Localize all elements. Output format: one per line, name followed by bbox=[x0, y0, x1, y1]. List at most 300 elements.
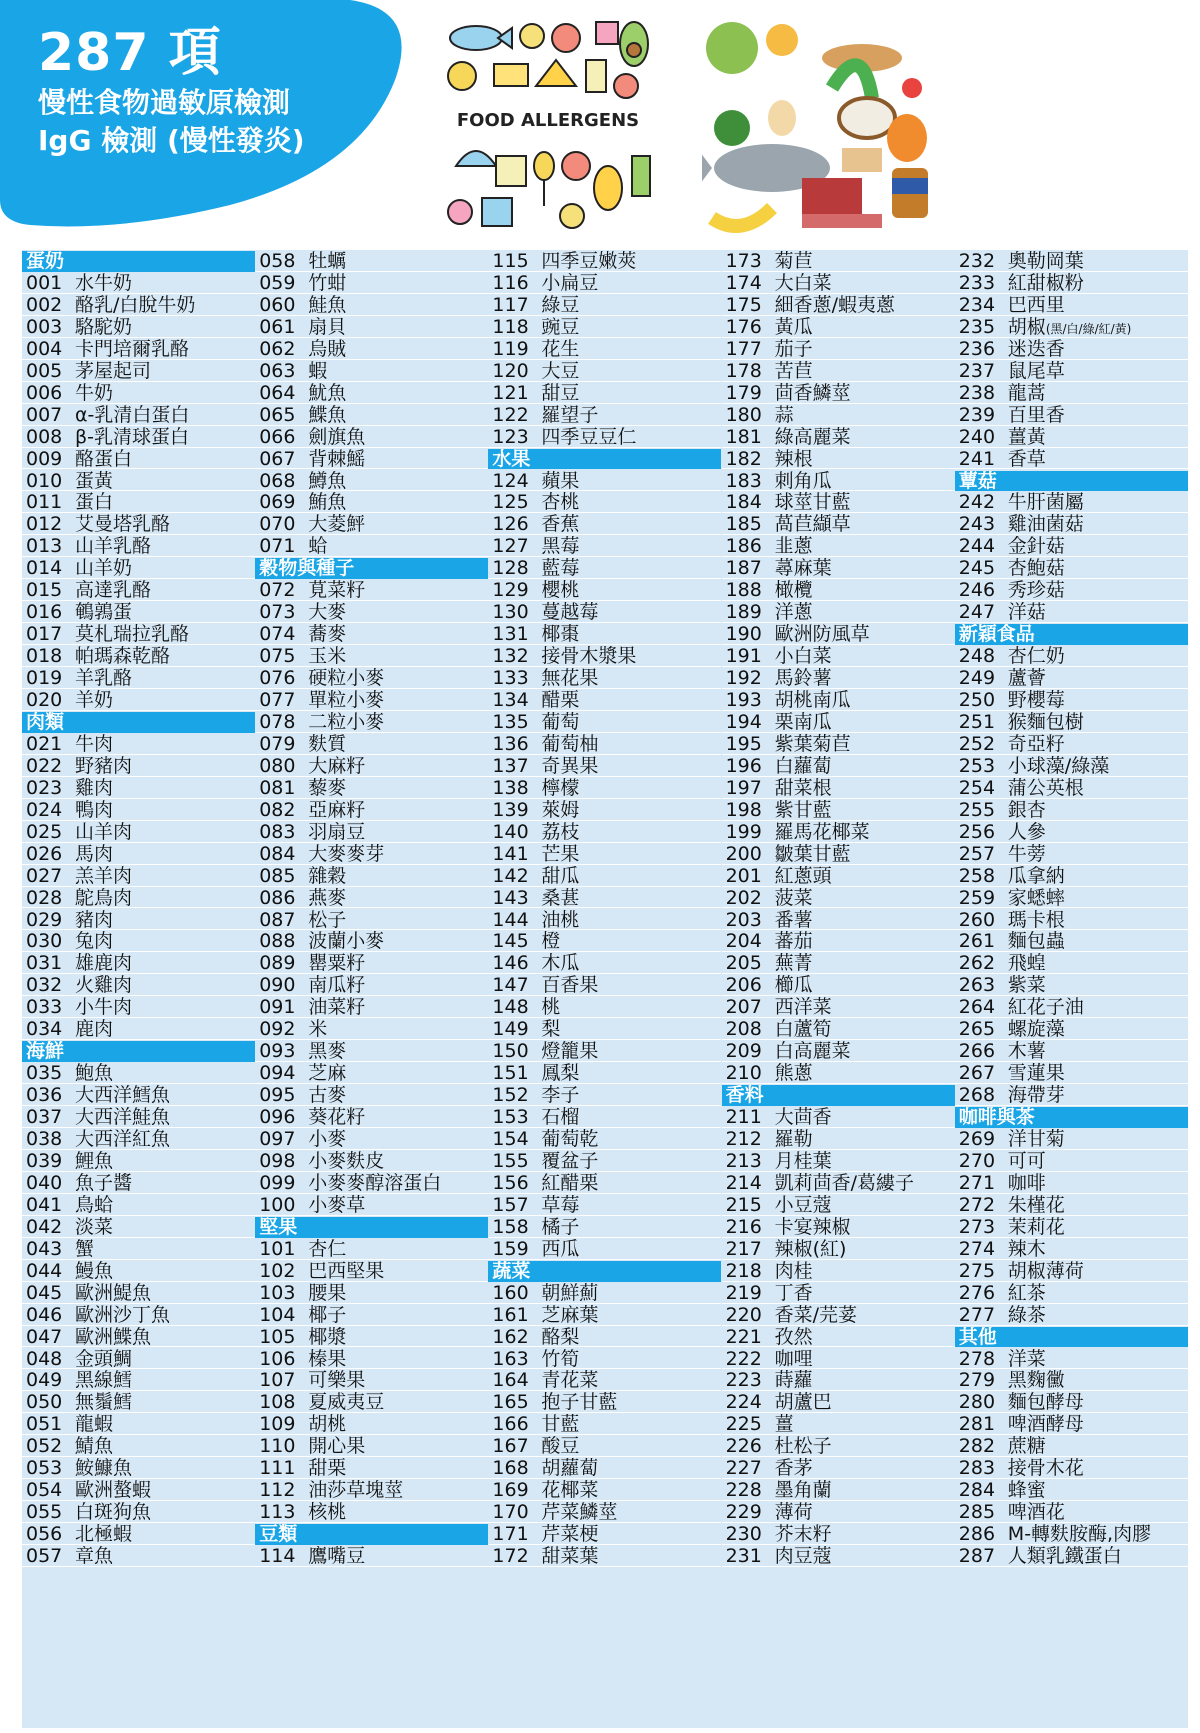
allergen-name-text: 啤酒酵母 bbox=[1007, 1414, 1084, 1436]
allergen-number: 006 bbox=[26, 382, 63, 404]
allergen-row bbox=[955, 668, 1188, 689]
allergen-row bbox=[255, 514, 488, 535]
allergen-number: 132 bbox=[492, 646, 529, 668]
allergen-row bbox=[22, 273, 255, 294]
allergen-name bbox=[308, 1173, 441, 1194]
allergen-name bbox=[775, 646, 832, 667]
allergen-number: 191 bbox=[725, 646, 762, 668]
allergen-number: 010 bbox=[26, 470, 63, 492]
allergen-row bbox=[255, 1239, 488, 1260]
allergen-number: 180 bbox=[725, 404, 762, 426]
allergen-name-text: 黑麴黴 bbox=[1007, 1370, 1065, 1392]
allergen-row bbox=[488, 383, 721, 404]
allergen-number: 249 bbox=[958, 668, 996, 689]
allergen-row bbox=[488, 602, 721, 623]
allergen-name bbox=[775, 975, 813, 996]
allergen-number: 019 bbox=[26, 668, 63, 689]
allergen-name bbox=[541, 1173, 598, 1194]
allergen-row bbox=[488, 910, 721, 931]
allergen-name-text: 杏鮑菇 bbox=[1007, 558, 1065, 580]
category-label: 豆類 bbox=[259, 1524, 298, 1546]
allergen-name bbox=[75, 1524, 132, 1545]
allergen-name-text: 二粒小麥 bbox=[308, 711, 385, 733]
allergen-name bbox=[775, 690, 851, 711]
allergen-name bbox=[308, 1502, 346, 1523]
allergen-number: 280 bbox=[958, 1392, 996, 1414]
allergen-row bbox=[488, 1195, 721, 1216]
allergen-row bbox=[488, 471, 721, 492]
allergen-number: 208 bbox=[725, 1019, 762, 1041]
allergen-name-text: 大茴香 bbox=[774, 1107, 832, 1128]
allergen-number: 199 bbox=[725, 821, 762, 843]
allergen-name bbox=[75, 449, 132, 470]
allergen-row bbox=[955, 997, 1188, 1018]
allergen-name-text: 橘子 bbox=[541, 1216, 580, 1238]
allergen-number: 008 bbox=[26, 426, 63, 448]
allergen-name bbox=[75, 405, 189, 426]
allergen-name bbox=[75, 1480, 151, 1501]
allergen-name bbox=[1008, 449, 1046, 470]
allergen-name bbox=[775, 1283, 813, 1304]
allergen-row bbox=[955, 1019, 1188, 1040]
allergen-name-text: 丁香 bbox=[774, 1282, 813, 1304]
allergen-name bbox=[75, 800, 113, 821]
allergen-name-text: 香茅 bbox=[774, 1458, 813, 1480]
allergen-name bbox=[75, 975, 132, 996]
allergen-row bbox=[22, 449, 255, 470]
allergen-name-text: 歐洲螯蝦 bbox=[75, 1480, 152, 1502]
allergen-row bbox=[488, 558, 721, 579]
allergen-name bbox=[308, 1283, 346, 1304]
allergen-name-text: M-轉麩胺酶,肉膠 bbox=[1007, 1524, 1152, 1546]
allergen-name-text: 四季豆豆仁 bbox=[541, 426, 637, 448]
allergen-name bbox=[308, 822, 365, 843]
allergen-row bbox=[488, 734, 721, 755]
allergen-number: 143 bbox=[492, 887, 529, 909]
allergen-name-text: 麵包酵母 bbox=[1007, 1392, 1084, 1414]
allergen-name bbox=[1008, 975, 1046, 996]
allergen-row bbox=[255, 1305, 488, 1326]
allergen-name bbox=[308, 492, 346, 513]
allergen-row bbox=[722, 822, 955, 843]
allergen-number: 157 bbox=[492, 1194, 529, 1216]
allergen-name-text: 蝦 bbox=[308, 360, 328, 382]
allergen-name bbox=[1008, 1239, 1046, 1260]
allergen-name-text: 小麥麩皮 bbox=[308, 1150, 385, 1172]
allergen-name-text: 大麥麥芽 bbox=[308, 843, 385, 865]
allergen-name-text: 龍蝦 bbox=[75, 1414, 114, 1436]
allergen-name-text: 蒲公英根 bbox=[1007, 777, 1084, 799]
allergen-row bbox=[955, 778, 1188, 799]
allergen-number: 055 bbox=[26, 1502, 63, 1524]
allergen-name-text: 小白菜 bbox=[774, 646, 832, 668]
allergen-number: 116 bbox=[492, 272, 529, 294]
allergen-name bbox=[308, 1129, 346, 1150]
allergen-row bbox=[488, 1392, 721, 1413]
allergen-name-text: 皺葉甘藍 bbox=[774, 843, 851, 865]
allergen-number: 275 bbox=[958, 1260, 996, 1282]
category-label: 香料 bbox=[725, 1085, 764, 1107]
allergen-name bbox=[541, 1195, 579, 1216]
allergen-name bbox=[775, 492, 851, 513]
allergen-name-text: 熊蔥 bbox=[774, 1063, 813, 1085]
allergen-number: 195 bbox=[725, 733, 762, 755]
allergen-row bbox=[955, 866, 1188, 887]
allergen-number: 277 bbox=[958, 1304, 996, 1326]
allergen-number: 096 bbox=[259, 1107, 296, 1128]
allergen-number: 163 bbox=[492, 1348, 529, 1370]
allergen-name-text: 雞油菌菇 bbox=[1007, 514, 1084, 536]
allergen-name bbox=[308, 734, 346, 755]
allergen-name-text: 胡椒 bbox=[1007, 316, 1046, 338]
allergen-row bbox=[22, 1327, 255, 1348]
allergen-name bbox=[775, 888, 813, 909]
food-pile-illustration bbox=[702, 18, 942, 236]
allergen-number: 144 bbox=[492, 909, 529, 931]
allergen-number: 215 bbox=[725, 1194, 762, 1216]
allergen-row bbox=[488, 251, 721, 272]
allergen-name-text: 金頭鯛 bbox=[75, 1348, 133, 1370]
allergen-row bbox=[255, 405, 488, 426]
allergen-name-text: 四季豆嫩莢 bbox=[541, 251, 637, 272]
allergen-name-text: 黑線鱈 bbox=[75, 1370, 133, 1392]
allergen-number: 179 bbox=[725, 382, 762, 404]
allergen-name-text: 芝麻葉 bbox=[541, 1304, 599, 1326]
allergen-row bbox=[488, 1063, 721, 1084]
allergen-number: 124 bbox=[492, 470, 529, 492]
allergen-row bbox=[255, 471, 488, 492]
allergen-name bbox=[1008, 734, 1065, 755]
allergen-number: 068 bbox=[259, 470, 296, 492]
allergen-name-text: 藜麥 bbox=[308, 777, 347, 799]
allergen-row bbox=[488, 339, 721, 360]
category-header bbox=[255, 1217, 488, 1238]
allergen-name bbox=[75, 910, 113, 931]
allergen-number: 112 bbox=[259, 1480, 296, 1502]
allergen-name-text: 雜穀 bbox=[308, 865, 347, 887]
allergen-row bbox=[488, 317, 721, 338]
allergen-name-text: 奇異果 bbox=[541, 755, 599, 777]
allergen-row bbox=[955, 1129, 1188, 1150]
allergen-number: 162 bbox=[492, 1326, 529, 1348]
allergen-row bbox=[488, 1041, 721, 1062]
allergen-row bbox=[955, 449, 1188, 470]
allergen-row bbox=[255, 295, 488, 316]
allergen-name-text: 野櫻莓 bbox=[1007, 690, 1065, 711]
allergen-name-text: 牛蒡 bbox=[1007, 843, 1046, 865]
allergen-row bbox=[722, 1480, 955, 1501]
allergen-row bbox=[22, 1173, 255, 1194]
allergen-name-text: 鱒魚 bbox=[308, 470, 347, 492]
allergen-row bbox=[488, 1107, 721, 1128]
allergen-number: 190 bbox=[725, 624, 762, 646]
allergen-row bbox=[22, 492, 255, 513]
allergen-row bbox=[488, 624, 721, 645]
allergen-name-text: 海帶芽 bbox=[1007, 1085, 1065, 1107]
allergen-name bbox=[75, 1085, 170, 1106]
allergen-name-text: 蒜 bbox=[774, 404, 794, 426]
allergen-number: 105 bbox=[259, 1326, 296, 1348]
allergen-name-text: 萵苣纈草 bbox=[774, 514, 851, 536]
allergen-number: 182 bbox=[725, 448, 762, 470]
allergen-row bbox=[722, 1524, 955, 1545]
allergen-number: 011 bbox=[26, 492, 63, 514]
allergen-name-text: 歐洲鰈魚 bbox=[75, 1326, 152, 1348]
allergen-name-text: 馬肉 bbox=[75, 843, 114, 865]
allergen-name bbox=[75, 1458, 132, 1479]
allergen-name bbox=[775, 778, 832, 799]
category-label: 肉類 bbox=[26, 711, 65, 733]
allergen-name-text: 鮟鱇魚 bbox=[75, 1458, 133, 1480]
allergen-number: 093 bbox=[259, 1041, 296, 1063]
allergen-number: 025 bbox=[26, 821, 63, 843]
allergen-row bbox=[255, 1458, 488, 1479]
allergen-number: 024 bbox=[26, 799, 63, 821]
allergen-name bbox=[775, 844, 851, 865]
allergen-number: 107 bbox=[259, 1370, 296, 1392]
allergen-name-text: 栗南瓜 bbox=[774, 711, 832, 733]
allergen-number: 270 bbox=[958, 1150, 996, 1172]
allergen-row bbox=[955, 1502, 1188, 1523]
allergen-name-text: 人參 bbox=[1007, 821, 1046, 843]
allergen-number: 097 bbox=[259, 1129, 296, 1150]
allergen-name-text: 巴西里 bbox=[1007, 294, 1065, 316]
allergen-row bbox=[488, 800, 721, 821]
allergen-name-text: 蕎麥 bbox=[308, 624, 347, 646]
allergen-name-text: 孜然 bbox=[774, 1326, 813, 1348]
allergen-number: 204 bbox=[725, 931, 762, 953]
allergen-number: 218 bbox=[725, 1260, 762, 1282]
allergen-name bbox=[308, 1414, 346, 1435]
allergen-name bbox=[1008, 1283, 1046, 1304]
allergen-name bbox=[308, 580, 365, 601]
allergen-row bbox=[255, 1173, 488, 1194]
allergen-number: 066 bbox=[259, 426, 296, 448]
allergen-row bbox=[488, 1239, 721, 1260]
allergen-name-text: 鮪魚 bbox=[308, 492, 347, 514]
allergen-number: 080 bbox=[259, 755, 296, 777]
allergen-row bbox=[22, 514, 255, 535]
allergen-row bbox=[722, 800, 955, 821]
allergen-number: 260 bbox=[958, 909, 996, 931]
allergen-name bbox=[308, 295, 346, 316]
allergen-name-text: 小豆蔻 bbox=[774, 1194, 832, 1216]
allergen-row bbox=[955, 1063, 1188, 1084]
allergen-row bbox=[255, 361, 488, 382]
allergen-name bbox=[775, 800, 832, 821]
allergen-name-text: 蛤 bbox=[308, 536, 328, 558]
allergen-number: 126 bbox=[492, 514, 529, 536]
allergen-name-text: 辣根 bbox=[774, 448, 813, 470]
allergen-name-text: 罌粟籽 bbox=[308, 953, 366, 975]
allergen-name-text: 接骨木花 bbox=[1007, 1458, 1084, 1480]
allergen-name bbox=[1008, 1546, 1122, 1567]
allergen-name bbox=[541, 1019, 560, 1040]
allergen-number: 079 bbox=[259, 733, 296, 755]
allergen-number: 210 bbox=[725, 1063, 762, 1085]
allergen-row bbox=[255, 602, 488, 623]
allergen-name bbox=[75, 1151, 113, 1172]
allergen-number: 192 bbox=[725, 668, 762, 689]
allergen-row bbox=[722, 1349, 955, 1370]
allergen-name-text: 豌豆 bbox=[541, 316, 580, 338]
allergen-name bbox=[541, 1305, 598, 1326]
allergen-name-text: 羅馬花椰菜 bbox=[774, 821, 870, 843]
allergen-name bbox=[1008, 1392, 1084, 1413]
allergen-row bbox=[722, 1151, 955, 1172]
allergen-name-text: 蟹 bbox=[75, 1238, 95, 1260]
allergen-name-text: 酪梨 bbox=[541, 1326, 580, 1348]
allergen-number: 271 bbox=[958, 1172, 996, 1194]
allergen-name-text: 牛肝菌屬 bbox=[1007, 492, 1084, 514]
allergen-row bbox=[255, 1349, 488, 1370]
allergen-number: 082 bbox=[259, 799, 296, 821]
allergen-row bbox=[22, 427, 255, 448]
allergen-name bbox=[1008, 931, 1065, 952]
allergen-name-text: 咖啡 bbox=[1007, 1172, 1046, 1194]
allergen-name bbox=[541, 690, 579, 711]
allergen-name-text: 芹菜鱗莖 bbox=[541, 1502, 618, 1524]
allergen-name-text: 黑麥 bbox=[308, 1041, 347, 1063]
allergen-row bbox=[955, 1392, 1188, 1413]
allergen-number: 081 bbox=[259, 777, 296, 799]
allergen-name-text: 墨角蘭 bbox=[774, 1480, 832, 1502]
allergen-row bbox=[955, 536, 1188, 557]
allergen-number: 117 bbox=[492, 294, 529, 316]
allergen-name-text: 鯖魚 bbox=[75, 1436, 114, 1458]
allergen-number: 159 bbox=[492, 1238, 529, 1260]
allergen-name bbox=[775, 866, 832, 887]
allergen-name bbox=[541, 405, 598, 426]
allergen-number: 067 bbox=[259, 448, 296, 470]
allergen-name-text: 蕪菁 bbox=[774, 953, 813, 975]
allergen-name-text: 芥末籽 bbox=[774, 1524, 832, 1546]
allergen-name bbox=[775, 1349, 813, 1370]
page-subtitle: 慢性食物過敏原檢測 bbox=[38, 86, 291, 119]
allergen-name bbox=[75, 844, 113, 865]
category-header bbox=[22, 1041, 255, 1062]
allergen-name bbox=[1008, 558, 1065, 579]
allergen-name bbox=[541, 734, 598, 755]
allergen-name bbox=[775, 580, 813, 601]
allergen-name bbox=[541, 953, 579, 974]
allergen-number: 198 bbox=[725, 799, 762, 821]
allergen-row bbox=[255, 822, 488, 843]
allergen-number: 225 bbox=[725, 1414, 762, 1436]
allergen-name-text: 鵪鶉蛋 bbox=[75, 602, 133, 624]
allergen-row bbox=[255, 1063, 488, 1084]
allergen-name-text: 羔羊肉 bbox=[75, 865, 133, 887]
allergen-number: 149 bbox=[492, 1019, 529, 1041]
allergen-number: 052 bbox=[26, 1436, 63, 1458]
allergen-number: 058 bbox=[259, 251, 296, 272]
allergen-number: 060 bbox=[259, 294, 296, 316]
allergen-row bbox=[22, 536, 255, 557]
allergen-name-text: 小牛肉 bbox=[75, 997, 133, 1019]
allergen-name-text: 胡桃南瓜 bbox=[774, 690, 851, 711]
allergen-name bbox=[75, 756, 132, 777]
allergen-number: 091 bbox=[259, 997, 296, 1019]
allergen-number: 021 bbox=[26, 733, 63, 755]
allergen-name bbox=[541, 1349, 579, 1370]
allergen-name-text: 抱子甘藍 bbox=[541, 1392, 618, 1414]
allergen-number: 139 bbox=[492, 799, 529, 821]
allergen-name-text: 劍旗魚 bbox=[308, 426, 366, 448]
allergen-row bbox=[722, 1063, 955, 1084]
allergen-name bbox=[1008, 1019, 1065, 1040]
allergen-row bbox=[488, 866, 721, 887]
allergen-name-text: 大西洋紅魚 bbox=[75, 1129, 171, 1150]
allergen-number: 257 bbox=[958, 843, 996, 865]
allergen-name bbox=[1008, 1151, 1046, 1172]
allergen-row bbox=[22, 910, 255, 931]
allergen-name-text: 大豆 bbox=[541, 360, 580, 382]
allergen-name bbox=[75, 734, 113, 755]
allergen-name bbox=[75, 1261, 113, 1282]
allergen-name bbox=[1008, 1458, 1084, 1479]
allergen-name bbox=[1008, 317, 1132, 338]
allergen-name-text: 章魚 bbox=[75, 1546, 114, 1567]
allergen-number: 244 bbox=[958, 536, 996, 558]
allergen-name bbox=[308, 1085, 346, 1106]
allergen-name bbox=[75, 1107, 170, 1128]
allergen-row bbox=[955, 800, 1188, 821]
allergen-name bbox=[1008, 1195, 1065, 1216]
allergen-name bbox=[1008, 668, 1046, 689]
allergen-name bbox=[1008, 997, 1084, 1018]
allergen-row bbox=[955, 1436, 1188, 1457]
allergen-name-text: 桃 bbox=[541, 997, 561, 1019]
allergen-name bbox=[308, 844, 384, 865]
allergen-name bbox=[775, 558, 832, 579]
allergen-number: 053 bbox=[26, 1458, 63, 1480]
allergen-name bbox=[308, 1063, 346, 1084]
allergen-number: 264 bbox=[958, 997, 996, 1019]
allergen-name-text: 肉桂 bbox=[774, 1260, 813, 1282]
allergen-row bbox=[255, 1195, 488, 1216]
allergen-row bbox=[22, 690, 255, 711]
allergen-row bbox=[255, 492, 488, 513]
allergen-number: 220 bbox=[725, 1304, 762, 1326]
allergen-name bbox=[775, 1261, 813, 1282]
allergen-row bbox=[22, 624, 255, 645]
allergen-row bbox=[722, 646, 955, 667]
allergen-name-text: 木薯 bbox=[1007, 1041, 1046, 1063]
allergen-name-text: 蛋黃 bbox=[75, 470, 114, 492]
allergen-name-text: 松子 bbox=[308, 909, 347, 931]
allergen-name-text: 駱駝奶 bbox=[75, 316, 133, 338]
allergen-name bbox=[1008, 1370, 1065, 1391]
allergen-row bbox=[255, 1107, 488, 1128]
allergen-row bbox=[22, 339, 255, 360]
allergen-row bbox=[22, 800, 255, 821]
allergen-row bbox=[22, 383, 255, 404]
allergen-row bbox=[255, 975, 488, 996]
allergen-name-text: 草莓 bbox=[541, 1194, 580, 1216]
allergen-number: 013 bbox=[26, 536, 63, 558]
allergen-name-text: 油莎草塊莖 bbox=[308, 1480, 404, 1502]
allergen-name-text: 大菱鮃 bbox=[308, 514, 366, 536]
allergen-row bbox=[22, 778, 255, 799]
category-header bbox=[722, 1085, 955, 1106]
allergen-name-text: 扇貝 bbox=[308, 316, 347, 338]
category-label: 蛋奶 bbox=[26, 251, 65, 272]
allergen-name-text: 古麥 bbox=[308, 1085, 347, 1107]
allergen-name bbox=[541, 1370, 598, 1391]
allergen-name bbox=[541, 1063, 579, 1084]
allergen-row bbox=[22, 471, 255, 492]
allergen-name bbox=[1008, 800, 1046, 821]
